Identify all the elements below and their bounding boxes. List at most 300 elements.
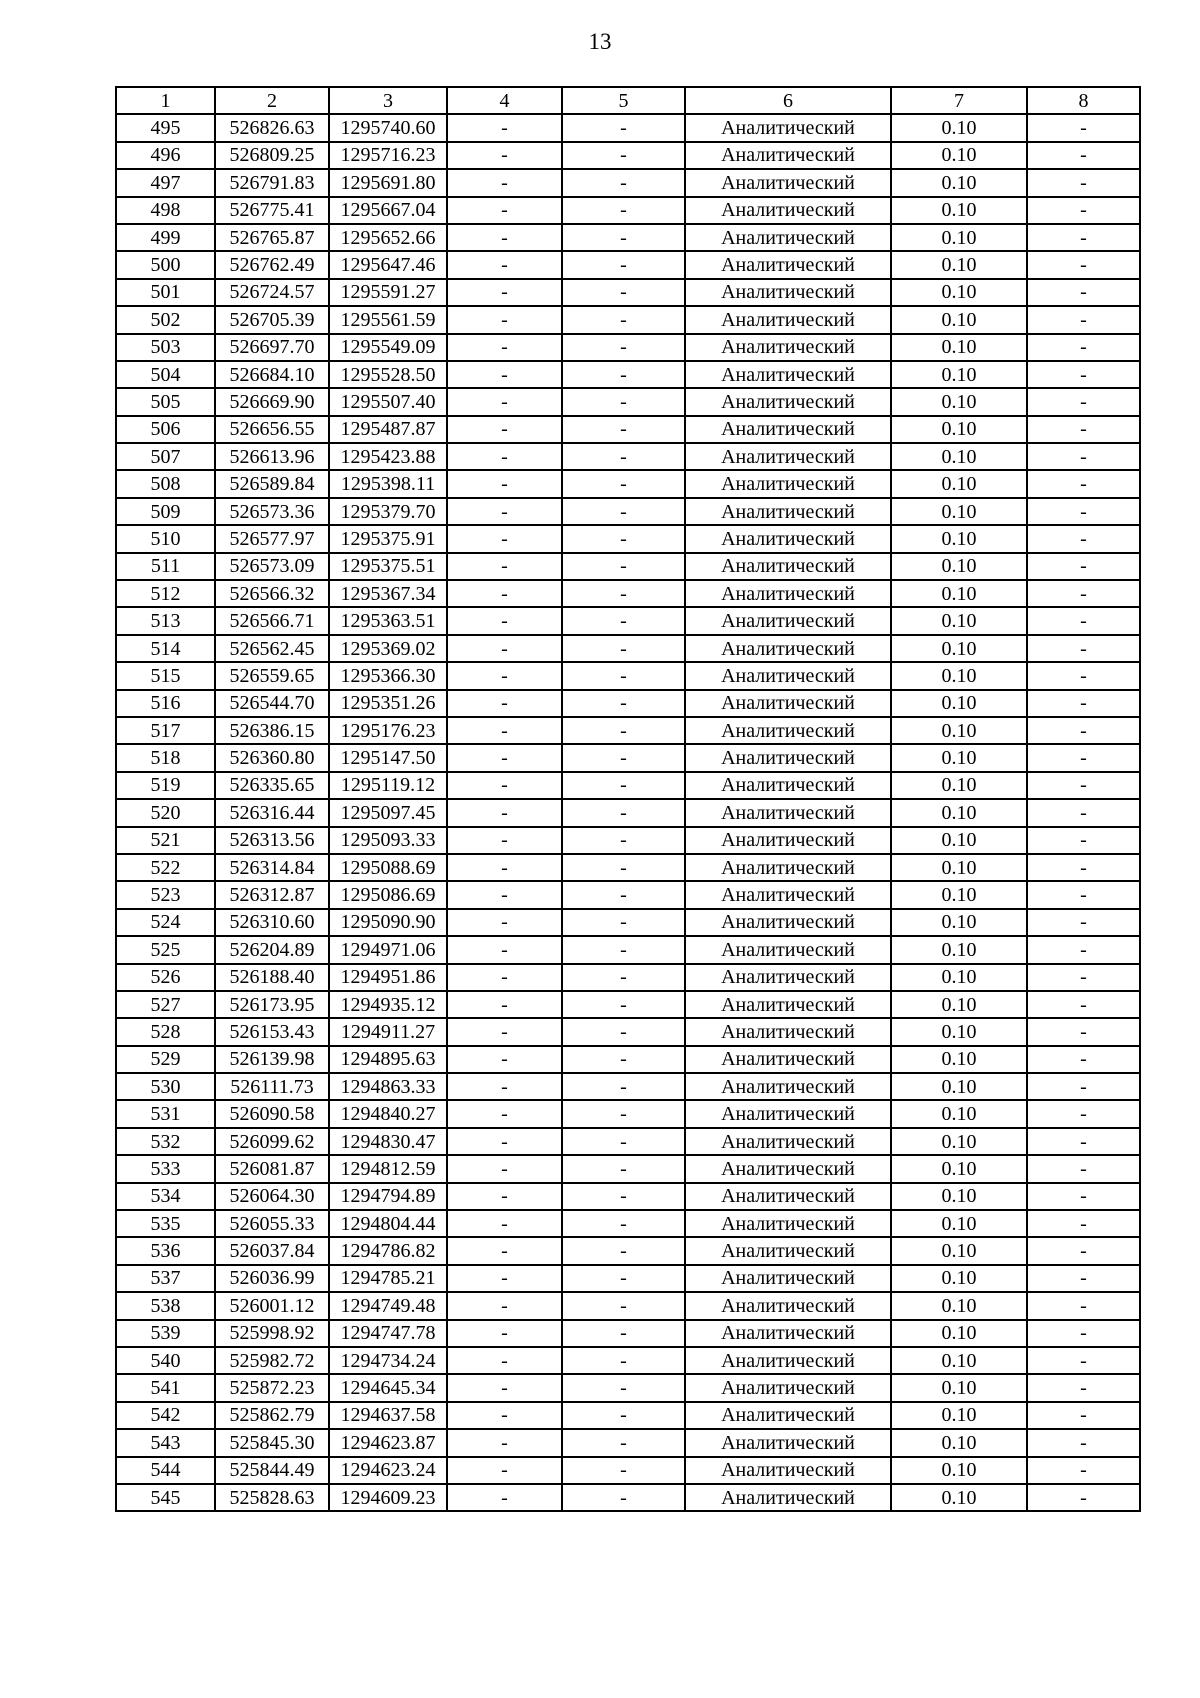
method-cell: Аналитический <box>685 443 891 470</box>
column-header: 6 <box>685 87 891 114</box>
y-coordinate-cell: 1294804.44 <box>329 1210 447 1237</box>
accuracy-cell: 0.10 <box>891 1265 1027 1292</box>
x-coordinate-cell: 526562.45 <box>215 635 329 662</box>
point-number-cell: 504 <box>116 361 215 388</box>
accuracy-cell: 0.10 <box>891 1429 1027 1456</box>
col5-cell: - <box>562 1429 685 1456</box>
table-body <box>116 87 1140 1511</box>
col8-cell: - <box>1027 142 1140 169</box>
col4-cell: - <box>447 854 562 881</box>
accuracy-cell: 0.10 <box>891 142 1027 169</box>
y-coordinate-cell: 1294623.87 <box>329 1429 447 1456</box>
point-number-cell: 522 <box>116 854 215 881</box>
accuracy-cell: 0.10 <box>891 744 1027 771</box>
table-row <box>116 114 1140 141</box>
col8-cell: - <box>1027 416 1140 443</box>
table-row <box>116 1237 1140 1264</box>
y-coordinate-cell: 1295561.59 <box>329 306 447 333</box>
col5-cell: - <box>562 1018 685 1045</box>
x-coordinate-cell: 526566.71 <box>215 607 329 634</box>
x-coordinate-cell: 526705.39 <box>215 306 329 333</box>
point-number-cell: 509 <box>116 498 215 525</box>
x-coordinate-cell: 526313.56 <box>215 827 329 854</box>
col5-cell: - <box>562 525 685 552</box>
x-coordinate-cell: 525862.79 <box>215 1402 329 1429</box>
table-row <box>116 881 1140 908</box>
col8-cell: - <box>1027 1210 1140 1237</box>
x-coordinate-cell: 526775.41 <box>215 197 329 224</box>
point-number-cell: 529 <box>116 1046 215 1073</box>
y-coordinate-cell: 1294747.78 <box>329 1320 447 1347</box>
col8-cell: - <box>1027 1265 1140 1292</box>
point-number-cell: 532 <box>116 1128 215 1155</box>
col5-cell: - <box>562 1183 685 1210</box>
accuracy-cell: 0.10 <box>891 498 1027 525</box>
col8-cell: - <box>1027 1073 1140 1100</box>
col5-cell: - <box>562 964 685 991</box>
point-number-cell: 520 <box>116 799 215 826</box>
y-coordinate-cell: 1294786.82 <box>329 1237 447 1264</box>
table-row <box>116 1100 1140 1127</box>
method-cell: Аналитический <box>685 1018 891 1045</box>
y-coordinate-cell: 1295549.09 <box>329 334 447 361</box>
method-cell: Аналитический <box>685 1210 891 1237</box>
x-coordinate-cell: 526544.70 <box>215 690 329 717</box>
col5-cell: - <box>562 580 685 607</box>
point-number-cell: 526 <box>116 964 215 991</box>
col8-cell: - <box>1027 388 1140 415</box>
col5-cell: - <box>562 1347 685 1374</box>
col4-cell: - <box>447 1265 562 1292</box>
method-cell: Аналитический <box>685 690 891 717</box>
col4-cell: - <box>447 991 562 1018</box>
y-coordinate-cell: 1295097.45 <box>329 799 447 826</box>
col8-cell: - <box>1027 525 1140 552</box>
method-cell: Аналитический <box>685 334 891 361</box>
method-cell: Аналитический <box>685 909 891 936</box>
table-row <box>116 1210 1140 1237</box>
col4-cell: - <box>447 443 562 470</box>
table-row <box>116 580 1140 607</box>
table-row <box>116 854 1140 881</box>
x-coordinate-cell: 526081.87 <box>215 1155 329 1182</box>
method-cell: Аналитический <box>685 717 891 744</box>
accuracy-cell: 0.10 <box>891 1402 1027 1429</box>
accuracy-cell: 0.10 <box>891 1374 1027 1401</box>
point-number-cell: 512 <box>116 580 215 607</box>
column-header: 5 <box>562 87 685 114</box>
col4-cell: - <box>447 1210 562 1237</box>
table-row <box>116 525 1140 552</box>
point-number-cell: 501 <box>116 279 215 306</box>
y-coordinate-cell: 1294951.86 <box>329 964 447 991</box>
col4-cell: - <box>447 470 562 497</box>
col4-cell: - <box>447 1484 562 1511</box>
point-number-cell: 511 <box>116 553 215 580</box>
accuracy-cell: 0.10 <box>891 991 1027 1018</box>
table-row <box>116 799 1140 826</box>
col4-cell: - <box>447 251 562 278</box>
col5-cell: - <box>562 991 685 1018</box>
col4-cell: - <box>447 334 562 361</box>
table-row <box>116 772 1140 799</box>
table-header-row <box>116 87 1140 114</box>
table-row <box>116 909 1140 936</box>
table-row <box>116 1402 1140 1429</box>
col8-cell: - <box>1027 1183 1140 1210</box>
x-coordinate-cell: 526559.65 <box>215 662 329 689</box>
x-coordinate-cell: 526316.44 <box>215 799 329 826</box>
col5-cell: - <box>562 662 685 689</box>
col8-cell: - <box>1027 662 1140 689</box>
col4-cell: - <box>447 1374 562 1401</box>
method-cell: Аналитический <box>685 1046 891 1073</box>
y-coordinate-cell: 1295119.12 <box>329 772 447 799</box>
method-cell: Аналитический <box>685 251 891 278</box>
column-header: 3 <box>329 87 447 114</box>
table-row <box>116 827 1140 854</box>
col4-cell: - <box>447 416 562 443</box>
y-coordinate-cell: 1294734.24 <box>329 1347 447 1374</box>
accuracy-cell: 0.10 <box>891 169 1027 196</box>
col8-cell: - <box>1027 470 1140 497</box>
point-number-cell: 508 <box>116 470 215 497</box>
accuracy-cell: 0.10 <box>891 936 1027 963</box>
y-coordinate-cell: 1294645.34 <box>329 1374 447 1401</box>
y-coordinate-cell: 1295088.69 <box>329 854 447 881</box>
col4-cell: - <box>447 744 562 771</box>
table-row <box>116 1457 1140 1484</box>
accuracy-cell: 0.10 <box>891 1237 1027 1264</box>
col4-cell: - <box>447 1457 562 1484</box>
x-coordinate-cell: 526613.96 <box>215 443 329 470</box>
x-coordinate-cell: 525828.63 <box>215 1484 329 1511</box>
col8-cell: - <box>1027 1457 1140 1484</box>
table-row <box>116 553 1140 580</box>
accuracy-cell: 0.10 <box>891 416 1027 443</box>
x-coordinate-cell: 526335.65 <box>215 772 329 799</box>
point-number-cell: 524 <box>116 909 215 936</box>
col8-cell: - <box>1027 1018 1140 1045</box>
table-row <box>116 1155 1140 1182</box>
table-row <box>116 1292 1140 1319</box>
accuracy-cell: 0.10 <box>891 717 1027 744</box>
col8-cell: - <box>1027 1100 1140 1127</box>
point-number-cell: 540 <box>116 1347 215 1374</box>
col4-cell: - <box>447 1046 562 1073</box>
col4-cell: - <box>447 142 562 169</box>
y-coordinate-cell: 1295176.23 <box>329 717 447 744</box>
method-cell: Аналитический <box>685 881 891 908</box>
point-number-cell: 533 <box>116 1155 215 1182</box>
point-number-cell: 539 <box>116 1320 215 1347</box>
method-cell: Аналитический <box>685 991 891 1018</box>
y-coordinate-cell: 1294830.47 <box>329 1128 447 1155</box>
method-cell: Аналитический <box>685 169 891 196</box>
col5-cell: - <box>562 1073 685 1100</box>
table-row <box>116 361 1140 388</box>
col4-cell: - <box>447 1155 562 1182</box>
col5-cell: - <box>562 1128 685 1155</box>
table-row <box>116 388 1140 415</box>
table-row <box>116 1320 1140 1347</box>
y-coordinate-cell: 1294637.58 <box>329 1402 447 1429</box>
accuracy-cell: 0.10 <box>891 553 1027 580</box>
table-row <box>116 224 1140 251</box>
col4-cell: - <box>447 388 562 415</box>
y-coordinate-cell: 1295093.33 <box>329 827 447 854</box>
x-coordinate-cell: 526589.84 <box>215 470 329 497</box>
table-row <box>116 936 1140 963</box>
point-number-cell: 497 <box>116 169 215 196</box>
x-coordinate-cell: 526826.63 <box>215 114 329 141</box>
x-coordinate-cell: 526573.36 <box>215 498 329 525</box>
col4-cell: - <box>447 1292 562 1319</box>
y-coordinate-cell: 1294863.33 <box>329 1073 447 1100</box>
table-row <box>116 197 1140 224</box>
accuracy-cell: 0.10 <box>891 1347 1027 1374</box>
col8-cell: - <box>1027 114 1140 141</box>
accuracy-cell: 0.10 <box>891 1457 1027 1484</box>
col8-cell: - <box>1027 1402 1140 1429</box>
x-coordinate-cell: 526099.62 <box>215 1128 329 1155</box>
table-row <box>116 470 1140 497</box>
x-coordinate-cell: 526360.80 <box>215 744 329 771</box>
y-coordinate-cell: 1295366.30 <box>329 662 447 689</box>
col8-cell: - <box>1027 909 1140 936</box>
point-number-cell: 517 <box>116 717 215 744</box>
method-cell: Аналитический <box>685 1320 891 1347</box>
col4-cell: - <box>447 799 562 826</box>
method-cell: Аналитический <box>685 498 891 525</box>
col4-cell: - <box>447 553 562 580</box>
x-coordinate-cell: 526188.40 <box>215 964 329 991</box>
x-coordinate-cell: 526037.84 <box>215 1237 329 1264</box>
point-number-cell: 513 <box>116 607 215 634</box>
accuracy-cell: 0.10 <box>891 361 1027 388</box>
table-row <box>116 334 1140 361</box>
col5-cell: - <box>562 279 685 306</box>
point-number-cell: 505 <box>116 388 215 415</box>
x-coordinate-cell: 526669.90 <box>215 388 329 415</box>
col8-cell: - <box>1027 197 1140 224</box>
accuracy-cell: 0.10 <box>891 443 1027 470</box>
x-coordinate-cell: 526724.57 <box>215 279 329 306</box>
x-coordinate-cell: 526064.30 <box>215 1183 329 1210</box>
column-header: 7 <box>891 87 1027 114</box>
accuracy-cell: 0.10 <box>891 197 1027 224</box>
col4-cell: - <box>447 224 562 251</box>
x-coordinate-cell: 526312.87 <box>215 881 329 908</box>
col8-cell: - <box>1027 772 1140 799</box>
table-row <box>116 1429 1140 1456</box>
col5-cell: - <box>562 1210 685 1237</box>
col8-cell: - <box>1027 964 1140 991</box>
col5-cell: - <box>562 717 685 744</box>
point-number-cell: 543 <box>116 1429 215 1456</box>
method-cell: Аналитический <box>685 1073 891 1100</box>
method-cell: Аналитический <box>685 1402 891 1429</box>
col8-cell: - <box>1027 827 1140 854</box>
col4-cell: - <box>447 1073 562 1100</box>
col8-cell: - <box>1027 224 1140 251</box>
point-number-cell: 538 <box>116 1292 215 1319</box>
col4-cell: - <box>447 881 562 908</box>
table-row <box>116 1347 1140 1374</box>
method-cell: Аналитический <box>685 1484 891 1511</box>
table-row <box>116 416 1140 443</box>
col5-cell: - <box>562 881 685 908</box>
method-cell: Аналитический <box>685 1374 891 1401</box>
col8-cell: - <box>1027 279 1140 306</box>
table-row <box>116 690 1140 717</box>
col5-cell: - <box>562 334 685 361</box>
col5-cell: - <box>562 388 685 415</box>
column-header: 1 <box>116 87 215 114</box>
y-coordinate-cell: 1295647.46 <box>329 251 447 278</box>
accuracy-cell: 0.10 <box>891 635 1027 662</box>
y-coordinate-cell: 1294911.27 <box>329 1018 447 1045</box>
method-cell: Аналитический <box>685 607 891 634</box>
accuracy-cell: 0.10 <box>891 224 1027 251</box>
point-number-cell: 503 <box>116 334 215 361</box>
col8-cell: - <box>1027 553 1140 580</box>
y-coordinate-cell: 1294812.59 <box>329 1155 447 1182</box>
col8-cell: - <box>1027 607 1140 634</box>
method-cell: Аналитический <box>685 744 891 771</box>
method-cell: Аналитический <box>685 306 891 333</box>
col5-cell: - <box>562 443 685 470</box>
col5-cell: - <box>562 690 685 717</box>
col4-cell: - <box>447 361 562 388</box>
accuracy-cell: 0.10 <box>891 251 1027 278</box>
method-cell: Аналитический <box>685 361 891 388</box>
x-coordinate-cell: 526001.12 <box>215 1292 329 1319</box>
col5-cell: - <box>562 142 685 169</box>
y-coordinate-cell: 1294971.06 <box>329 936 447 963</box>
x-coordinate-cell: 526762.49 <box>215 251 329 278</box>
method-cell: Аналитический <box>685 388 891 415</box>
method-cell: Аналитический <box>685 1155 891 1182</box>
col5-cell: - <box>562 498 685 525</box>
col8-cell: - <box>1027 443 1140 470</box>
point-number-cell: 525 <box>116 936 215 963</box>
accuracy-cell: 0.10 <box>891 334 1027 361</box>
col5-cell: - <box>562 416 685 443</box>
col4-cell: - <box>447 306 562 333</box>
col8-cell: - <box>1027 1292 1140 1319</box>
accuracy-cell: 0.10 <box>891 1073 1027 1100</box>
col4-cell: - <box>447 1237 562 1264</box>
x-coordinate-cell: 525845.30 <box>215 1429 329 1456</box>
col5-cell: - <box>562 1402 685 1429</box>
table-row <box>116 251 1140 278</box>
x-coordinate-cell: 526090.58 <box>215 1100 329 1127</box>
col5-cell: - <box>562 224 685 251</box>
table-row <box>116 169 1140 196</box>
x-coordinate-cell: 526139.98 <box>215 1046 329 1073</box>
x-coordinate-cell: 525998.92 <box>215 1320 329 1347</box>
table-row <box>116 607 1140 634</box>
point-number-cell: 535 <box>116 1210 215 1237</box>
col8-cell: - <box>1027 635 1140 662</box>
y-coordinate-cell: 1295423.88 <box>329 443 447 470</box>
col8-cell: - <box>1027 936 1140 963</box>
point-number-cell: 541 <box>116 1374 215 1401</box>
y-coordinate-cell: 1294609.23 <box>329 1484 447 1511</box>
method-cell: Аналитический <box>685 854 891 881</box>
method-cell: Аналитический <box>685 114 891 141</box>
point-number-cell: 499 <box>116 224 215 251</box>
method-cell: Аналитический <box>685 1292 891 1319</box>
x-coordinate-cell: 526577.97 <box>215 525 329 552</box>
col4-cell: - <box>447 1429 562 1456</box>
accuracy-cell: 0.10 <box>891 306 1027 333</box>
method-cell: Аналитический <box>685 470 891 497</box>
point-number-cell: 506 <box>116 416 215 443</box>
accuracy-cell: 0.10 <box>891 1100 1027 1127</box>
point-number-cell: 542 <box>116 1402 215 1429</box>
method-cell: Аналитический <box>685 799 891 826</box>
col5-cell: - <box>562 854 685 881</box>
method-cell: Аналитический <box>685 416 891 443</box>
col4-cell: - <box>447 662 562 689</box>
y-coordinate-cell: 1295507.40 <box>329 388 447 415</box>
point-number-cell: 502 <box>116 306 215 333</box>
col5-cell: - <box>562 936 685 963</box>
column-header: 4 <box>447 87 562 114</box>
point-number-cell: 515 <box>116 662 215 689</box>
col8-cell: - <box>1027 690 1140 717</box>
column-header: 2 <box>215 87 329 114</box>
table-row <box>116 1073 1140 1100</box>
table-row <box>116 1484 1140 1511</box>
method-cell: Аналитический <box>685 1265 891 1292</box>
y-coordinate-cell: 1295691.80 <box>329 169 447 196</box>
col5-cell: - <box>562 1265 685 1292</box>
point-number-cell: 500 <box>116 251 215 278</box>
y-coordinate-cell: 1295086.69 <box>329 881 447 908</box>
col4-cell: - <box>447 827 562 854</box>
x-coordinate-cell: 526684.10 <box>215 361 329 388</box>
method-cell: Аналитический <box>685 936 891 963</box>
col4-cell: - <box>447 1402 562 1429</box>
x-coordinate-cell: 526173.95 <box>215 991 329 1018</box>
accuracy-cell: 0.10 <box>891 690 1027 717</box>
point-number-cell: 527 <box>116 991 215 1018</box>
y-coordinate-cell: 1294935.12 <box>329 991 447 1018</box>
col5-cell: - <box>562 607 685 634</box>
accuracy-cell: 0.10 <box>891 881 1027 908</box>
point-number-cell: 518 <box>116 744 215 771</box>
method-cell: Аналитический <box>685 964 891 991</box>
accuracy-cell: 0.10 <box>891 1128 1027 1155</box>
point-number-cell: 537 <box>116 1265 215 1292</box>
method-cell: Аналитический <box>685 580 891 607</box>
method-cell: Аналитический <box>685 1183 891 1210</box>
accuracy-cell: 0.10 <box>891 1046 1027 1073</box>
col5-cell: - <box>562 1292 685 1319</box>
point-number-cell: 530 <box>116 1073 215 1100</box>
col4-cell: - <box>447 690 562 717</box>
col4-cell: - <box>447 1128 562 1155</box>
point-number-cell: 523 <box>116 881 215 908</box>
x-coordinate-cell: 526153.43 <box>215 1018 329 1045</box>
accuracy-cell: 0.10 <box>891 1155 1027 1182</box>
method-cell: Аналитический <box>685 827 891 854</box>
col4-cell: - <box>447 498 562 525</box>
x-coordinate-cell: 526697.70 <box>215 334 329 361</box>
